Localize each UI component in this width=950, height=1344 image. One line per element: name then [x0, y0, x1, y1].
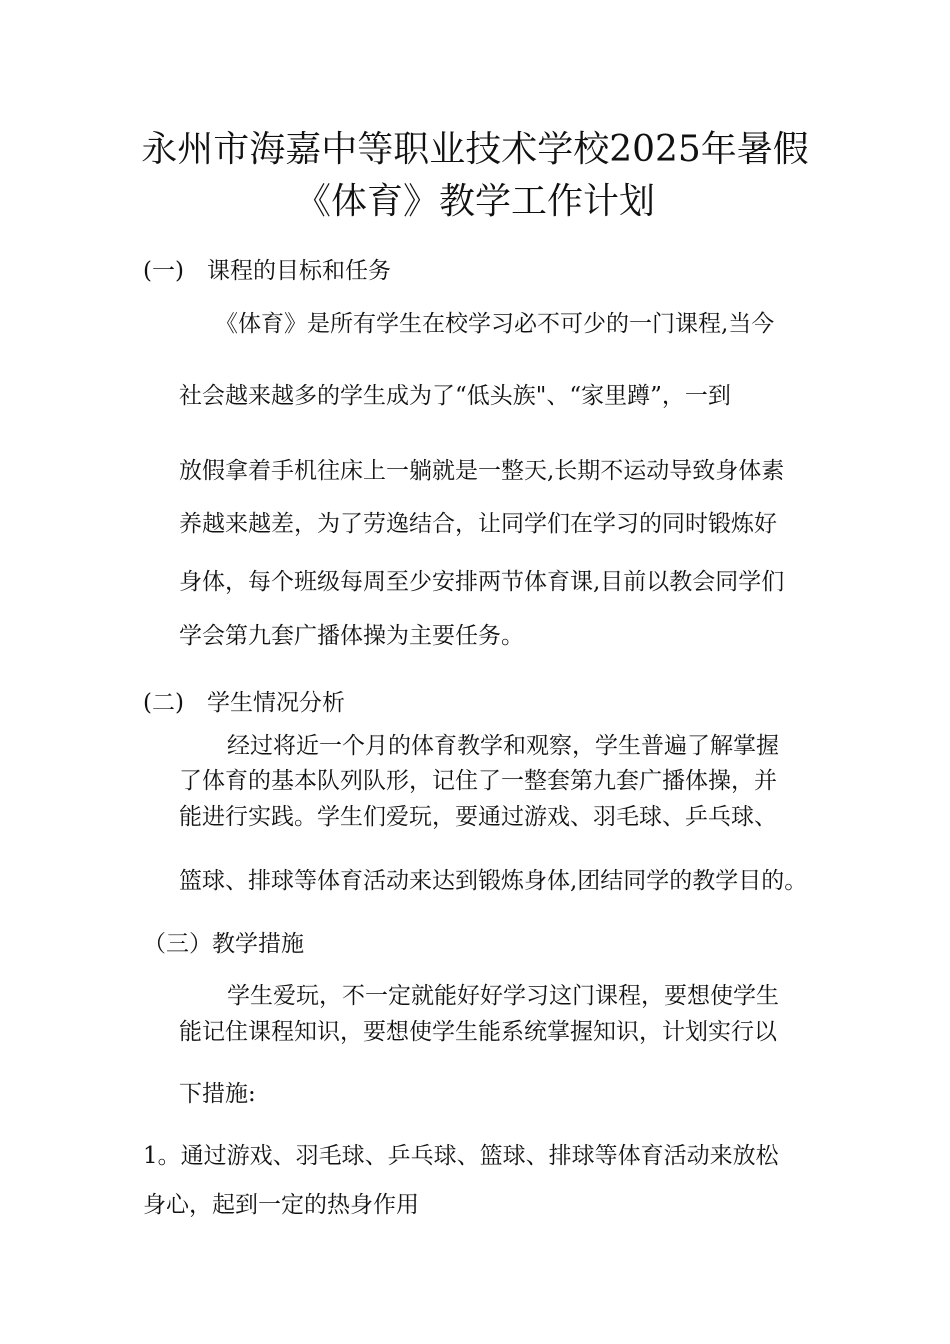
measure-item-1-line: 1。通过游戏、羽毛球、乒乓球、篮球、排球等体育活动来放松	[143, 1143, 779, 1169]
section-3-paragraph-line: 能记住课程知识，要想使学生能系统掌握知识，计划实行以	[179, 1019, 777, 1045]
section-2-paragraph-line: 了体育的基本队列队形，记住了一整套第九套广播体操，并	[179, 768, 777, 794]
section-2-paragraph-line: 能进行实践。学生们爱玩，要通过游戏、羽毛球、乒乓球、	[179, 804, 777, 830]
section-3-paragraph-line: 学生爱玩，不一定就能好好学习这门课程，要想使学生	[227, 983, 779, 1009]
section-1-paragraph-line: 身体，每个班级每周至少安排两节体育课,目前以教会同学们	[179, 569, 785, 595]
document-title-line-1: 永州市海嘉中等职业技术学校2025年暑假	[141, 129, 809, 170]
section-1-paragraph-line: 学会第九套广播体操为主要任务。	[179, 623, 524, 649]
section-1-paragraph-line: 《体育》是所有学生在校学习必不可少的一门课程,当今	[215, 311, 775, 337]
section-1-paragraph-line: 养越来越差，为了劳逸结合，让同学们在学习的同时锻炼好	[179, 511, 777, 537]
section-2-paragraph-line: 经过将近一个月的体育教学和观察，学生普遍了解掌握	[227, 733, 779, 759]
section-2-paragraph-line: 篮球、排球等体育活动来达到锻炼身体,团结同学的教学目的。	[179, 868, 808, 894]
section-1-paragraph-line: 社会越来越多的学生成为了“低头族"、“家里蹲”，一到	[179, 383, 731, 409]
section-1-paragraph-line: 放假拿着手机往床上一躺就是一整天,长期不运动导致身体素	[179, 458, 785, 484]
section-1-heading: (一) 课程的目标和任务	[143, 258, 391, 284]
document-title-line-2: 《体育》教学工作计划	[294, 181, 655, 222]
section-3-paragraph-line: 下措施:	[179, 1081, 256, 1107]
measure-item-1-line: 身心，起到一定的热身作用	[143, 1192, 419, 1218]
section-2-heading: (二) 学生情况分析	[143, 690, 345, 716]
section-3-heading: （三）教学措施	[143, 931, 304, 957]
